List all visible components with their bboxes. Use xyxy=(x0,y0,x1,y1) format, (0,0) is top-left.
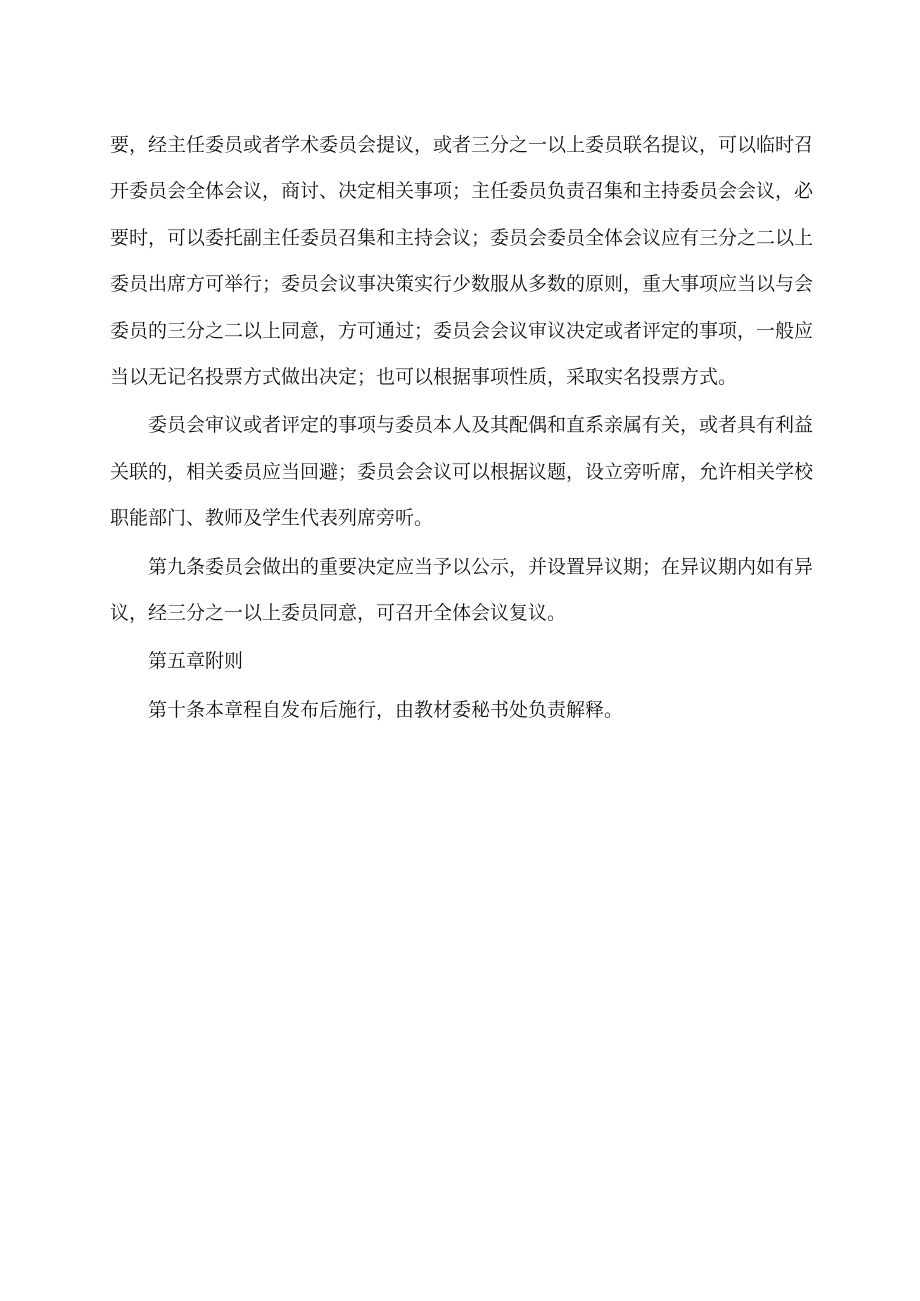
document-page xyxy=(110,122,813,735)
paragraph-recusal: 委员会审议或者评定的事项与委员本人及其配偶和直系亲属有关，或者具有利益关联的，相关委员应当回避；委员会会议可以根据议题，设立旁听席，允许相关学校职能部门、教师及学生代表列席旁听。 xyxy=(110,414,814,530)
paragraph-article-9: 第九条委员会做出的重要决定应当予以公示，并设置异议期；在异议期内如有异议，经三分之一以上委员同意，可召开全体会议复议。 xyxy=(110,555,814,625)
paragraph-article-10: 第十条本章程自发布后施行，由教材委秘书处负责解释。 xyxy=(148,698,624,721)
paragraph-meeting-rules: 要，经主任委员或者学术委员会提议，或者三分之一以上委员联名提议，可以临时召开委员会全体会议，商讨、决定相关事项；主任委员负责召集和主持委员会会议，必要时，可以委托副主任委员召集和主持会议；委员会委员全体会议应有三分之二以上委员出席方可举行；委员会议事决策实行少数服从多数的原则，重大事项应当以与会委员的三分之二以上同意，方可通过；委员会会议审议决定或者评定的事项，一般应当以无记名投票方式做出决定；也可以根据事项性质，采取实名投票方式。 xyxy=(110,134,814,389)
chapter-heading-5: 第五章附则 xyxy=(148,650,244,673)
